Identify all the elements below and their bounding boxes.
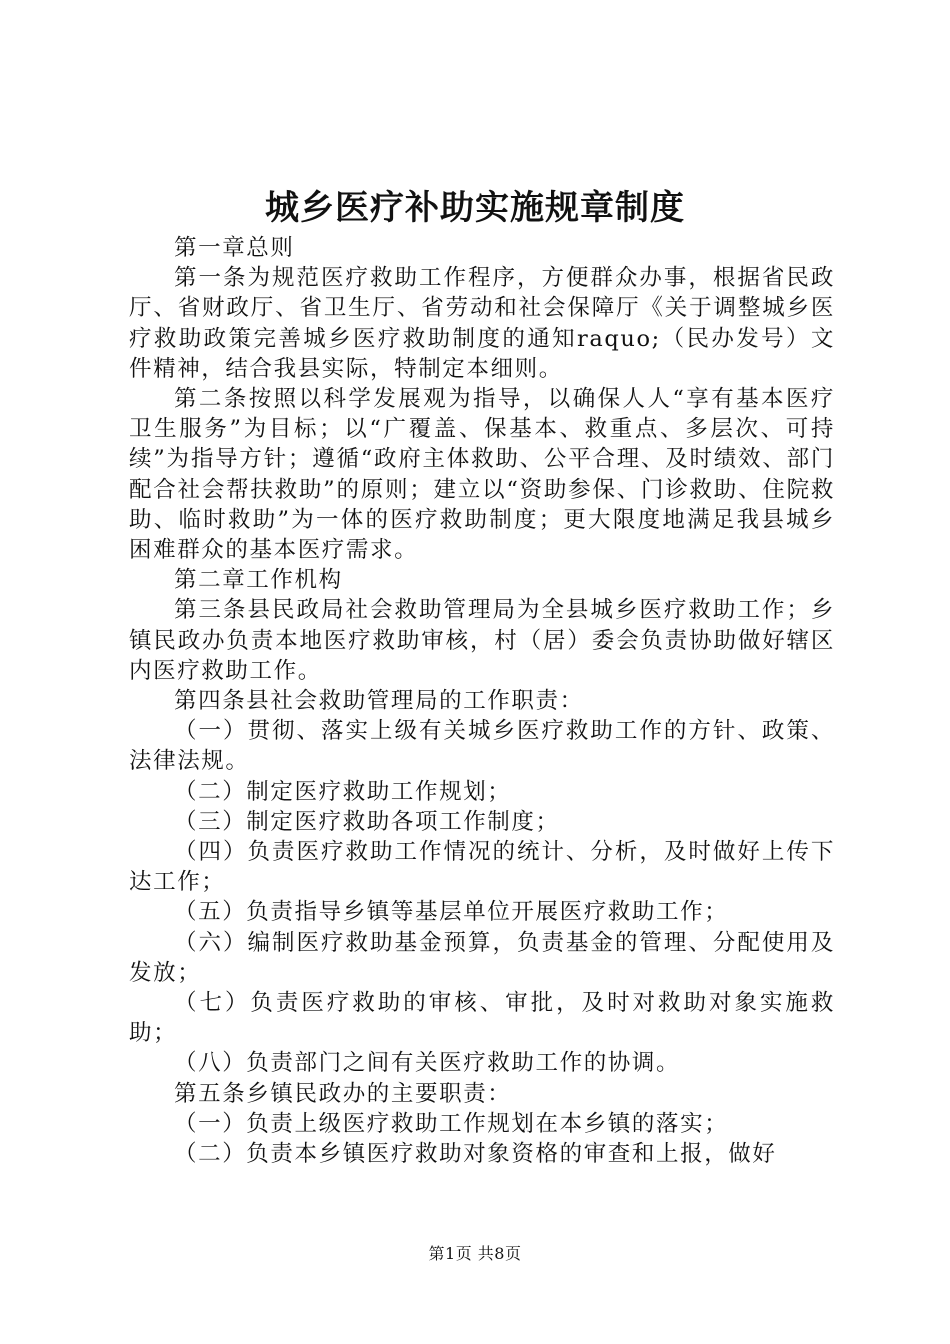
list-item: （二）负责本乡镇医疗救助对象资格的审查和上报，做好 <box>174 1141 777 1168</box>
list-item: （一）负责上级医疗救助工作规划在本乡镇的落实； <box>174 1110 729 1137</box>
document-body <box>129 233 835 1169</box>
list-item: （四）负责医疗救助工作情况的统计、分析，及时做好上传下达工作； <box>129 839 835 896</box>
list-item: （三）制定医疗救助各项工作制度； <box>174 808 560 835</box>
chapter-heading: 第一章总则 <box>174 235 295 261</box>
list-item: （八）负责部门之间有关医疗救助工作的协调。 <box>174 1050 681 1077</box>
paragraph: 第一条为规范医疗救助工作程序，方便群众办事，根据省民政厅、省财政厅、省卫生厅、省劳动和社会保障厅《关于调整城乡医疗救助政策完善城乡医疗救助制度的通知raquo;（民办发号）文件精神，结合我县实际，特制定本细则。 <box>129 265 835 382</box>
paragraph: 第四条县社会救助管理局的工作职责： <box>174 688 584 715</box>
list-item: （五）负责指导乡镇等基层单位开展医疗救助工作； <box>174 899 729 926</box>
document-title: 城乡医疗补助实施规章制度 <box>265 188 685 228</box>
paragraph: 第三条县民政局社会救助管理局为全县城乡医疗救助工作；乡镇民政办负责本地医疗救助审核，村（居）委会负责协助做好辖区内医疗救助工作。 <box>129 597 835 684</box>
chapter-heading: 第二章工作机构 <box>174 567 343 594</box>
list-item: （一）贯彻、落实上级有关城乡医疗救助工作的方针、政策、法律法规。 <box>129 718 835 775</box>
paragraph: 第五条乡镇民政办的主要职责： <box>174 1080 512 1107</box>
list-item: （二）制定医疗救助工作规划； <box>174 778 512 805</box>
page-footer: 第1页 共8页 <box>428 1244 522 1263</box>
paragraph: 第二条按照以科学发展观为指导，以确保人人“享有基本医疗卫生服务”为目标；以“广覆盖、保基本、救重点、多层次、可持续”为指导方针；遵循“政府主体救助、公平合理、及时绩效、部门配合社会帮扶救助”的原则；建立以“资助参保、门诊救助、住院救助、临时救助”为一体的医疗救助制度；更大限度地满足我县城乡困难群众的基本医疗需求。 <box>129 386 835 564</box>
list-item: （七）负责医疗救助的审核、审批，及时对救助对象实施救助； <box>129 990 835 1047</box>
list-item: （六）编制医疗救助基金预算，负责基金的管理、分配使用及发放； <box>129 929 835 986</box>
